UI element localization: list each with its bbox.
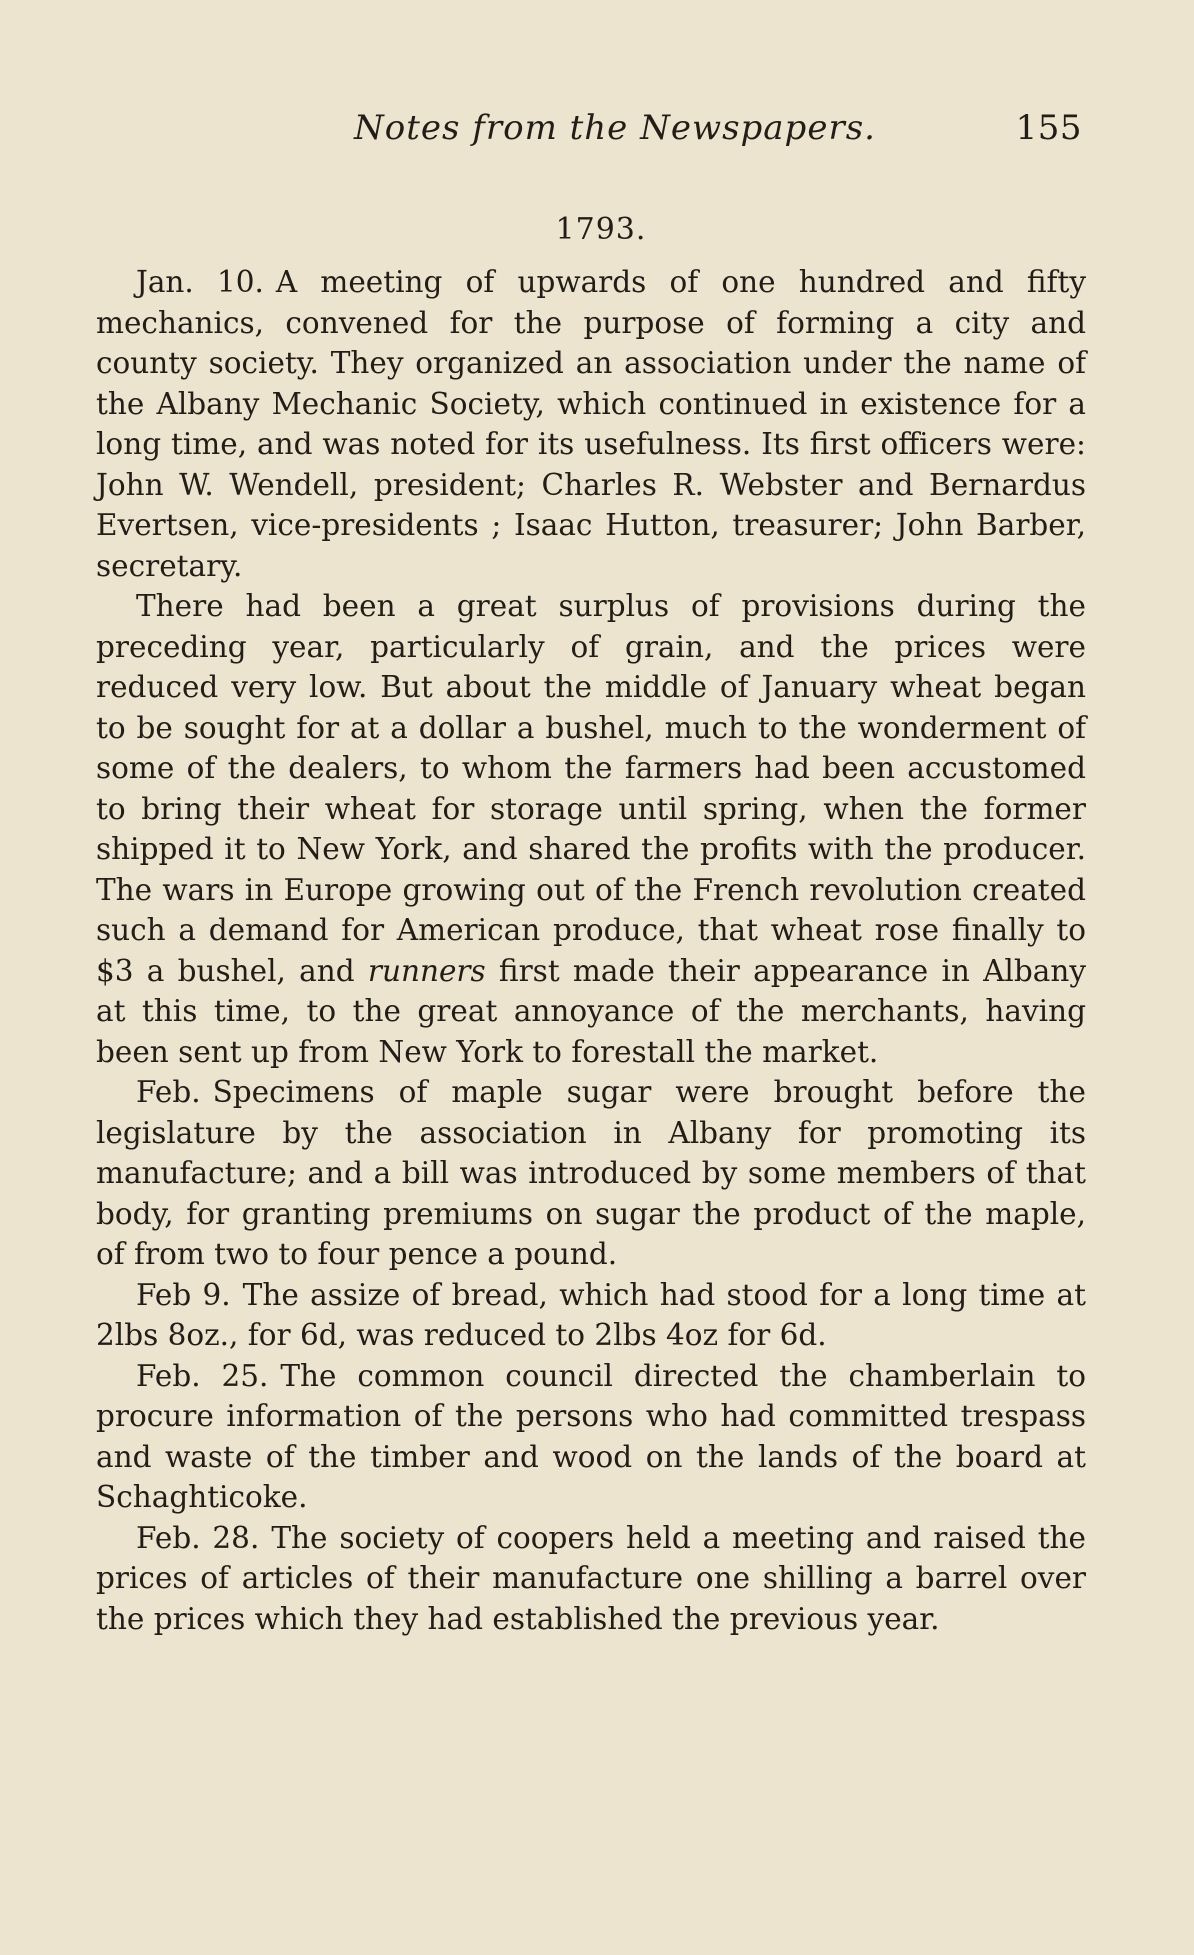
entry-text-before: There had been a great surplus of provisions during the preceding year, particularly of grain, and the prices were reduced very low. But about the middle of January wheat began to be sought for at a dollar a bushel, much to the wonderment of some of the dealers, to whom the farmers had been accustomed to bring their wheat for storage until spring, when the former shipped it to New York, and shared the profits with the producer. The wars in Europe growing out of the French revolution created such a demand for American produce, that wheat rose finally to $3 a bushel, and (96, 589, 1086, 988)
body-text (96, 262, 1086, 1639)
running-title: Notes from the Newspapers. (354, 108, 876, 148)
entry-text: A meeting of upwards of one hundred and fifty mechanics, convened for the purpose of forming a city and county society. They organized an association under the name of the Albany Mechanic Society, which continued in existence for a long time, and was noted for its usefulness. Its first officers were: John W. Wendell, president; Charles R. Webster and Bernardus Evertsen, vice-presidents ; Isaac Hutton, treasurer; John Barber, secretary. (96, 265, 1086, 583)
page-number: 155 (1015, 108, 1082, 148)
entry-italic-word: runners (367, 953, 486, 988)
entry-text: The assize of bread, which had stood for a long time at 2lbs 8oz., for 6d, was reduced to 2lbs 4oz for 6d. (96, 1277, 1086, 1352)
entry-feb (96, 1072, 1086, 1275)
entry-text: The society of coopers held a meeting and raised the prices of articles of their manufacture one shilling a barrel over the prices which they had established the previous year. (96, 1520, 1087, 1636)
entry-text: Specimens of maple sugar were brought before the legislature by the association in Albany for promoting its manufacture; and a bill was introduced by some members of that body, for granting premiums on sugar the product of the maple, of from two to four pence a pound. (96, 1075, 1086, 1271)
entry-date: Feb. (136, 1075, 201, 1109)
entry-text-after: first made their appearance in Albany at this time, to the great annoyance of the merchants, having been sent up from New York to forestall the market. (96, 953, 1086, 1069)
entry-provisions (96, 586, 1086, 1072)
entry-date: Feb 9. (136, 1277, 231, 1312)
entry-date: Feb. 25. (136, 1358, 269, 1393)
entry-jan-10 (96, 262, 1086, 586)
entry-feb-9 (96, 1275, 1086, 1356)
entry-date: Feb. 28. (136, 1520, 260, 1555)
entry-feb-28 (96, 1518, 1086, 1640)
year-heading: 1793. (555, 212, 647, 247)
entry-date: Jan. 10. (136, 265, 264, 299)
entry-text: The common council directed the chamberlain to procure information of the persons who had committed trespass and waste of the timber and wood on the lands of the board at Schaghticoke. (96, 1358, 1086, 1514)
running-head (96, 108, 1086, 148)
entry-feb-25 (96, 1356, 1086, 1518)
